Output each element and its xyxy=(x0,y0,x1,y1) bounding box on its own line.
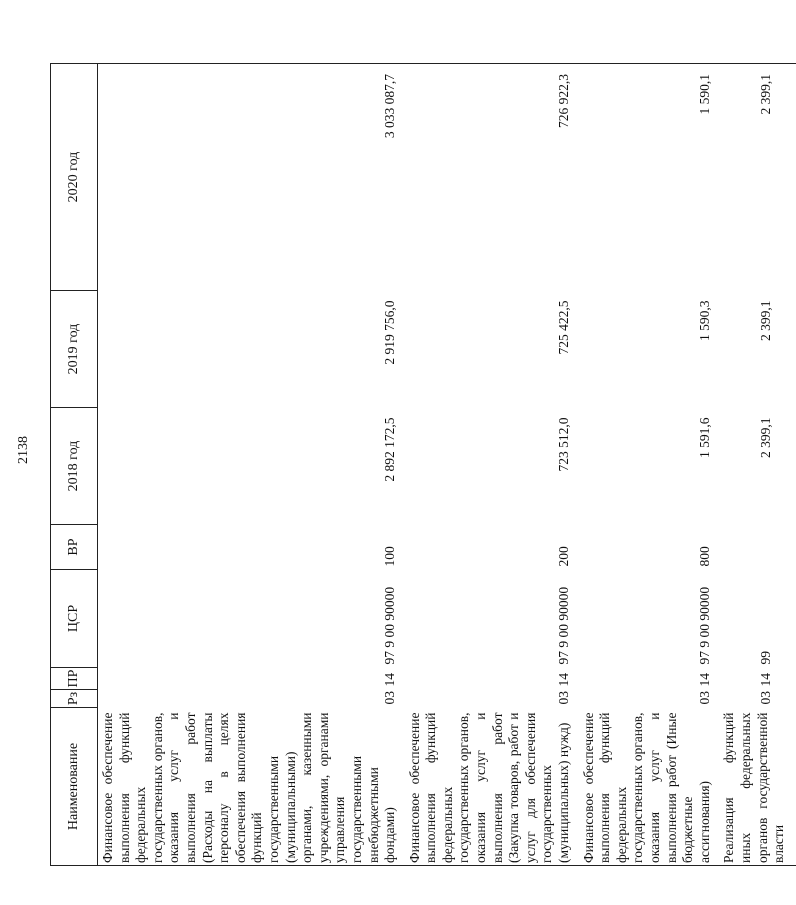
row-pr: 14 xyxy=(696,673,712,687)
row-vr xyxy=(719,525,796,570)
row-2019: 1 590,3 xyxy=(696,300,712,341)
header-vr: ВР xyxy=(51,525,98,570)
row-csr: 97 9 00 90000 xyxy=(556,586,572,665)
header-2019: 2019 год xyxy=(51,291,98,408)
row-2018: 723 512,0 xyxy=(556,417,572,472)
row-2018: 1 591,6 xyxy=(696,417,712,458)
row-2019: 2 399,1 xyxy=(757,300,773,341)
row-csr: 97 9 00 90000 xyxy=(382,586,398,665)
row-pr: 14 xyxy=(382,673,398,687)
page-number: 2138 xyxy=(16,436,31,464)
table-row xyxy=(405,64,579,866)
row-2019: 2 919 756,0 xyxy=(382,300,398,365)
header-rz: Рз xyxy=(51,690,98,708)
header-pr: ПР xyxy=(51,668,98,690)
row-2020: 726 922,3 xyxy=(405,64,579,291)
row-rz: 03 xyxy=(696,691,712,705)
row-2020: 3 033 087,7 xyxy=(98,64,405,291)
row-vr: 200 xyxy=(556,546,572,567)
row-vr: 100 xyxy=(382,546,398,567)
row-2020: 1 590,1 xyxy=(579,64,720,291)
row-name: Финансовое обеспечение выполнения функций федеральных государственных органов, оказания услуг и выполнения работ (Иные бюджетные ассигнования) xyxy=(579,708,720,866)
row-name: Финансовое обеспечение выполнения функций федеральных государственных органов, оказания услуг и выполнения работ (Закупка товаров, работ и услуг для обеспечения государственных (муниципальных) нужд) xyxy=(405,708,579,866)
row-name: Финансовое обеспечение выполнения функций федеральных государственных органов, оказания услуг и выполнения работ (Расходы на выплаты персоналу в целях обеспечения выполнения функций государственными (муниципальными) органами, казенными учреждениями, органами управления государственными внебюджетными фондами) xyxy=(98,708,405,866)
row-2019: 725 422,5 xyxy=(556,300,572,355)
row-2018: 2 892 172,5 xyxy=(382,417,398,482)
row-csr: 97 9 00 90000 xyxy=(696,586,712,665)
row-rz: 03 xyxy=(556,691,572,705)
table-row xyxy=(719,64,796,866)
row-rz: 03 xyxy=(382,691,398,705)
row-csr: 99 xyxy=(757,651,773,665)
header-row xyxy=(51,64,98,866)
row-2018: 2 399,1 xyxy=(757,417,773,458)
header-name: Наименование xyxy=(51,708,98,866)
table-row xyxy=(579,64,720,866)
row-pr: 14 xyxy=(556,673,572,687)
rotated-budget-table xyxy=(50,64,787,866)
header-2020: 2020 год xyxy=(51,64,98,291)
row-vr: 800 xyxy=(696,546,712,567)
budget-table xyxy=(50,63,796,866)
row-2020: 2 399,1 xyxy=(719,64,796,291)
header-2018: 2018 год xyxy=(51,408,98,525)
row-name: Реализация функций иных федеральных органов государственной власти xyxy=(719,708,796,866)
row-pr: 14 xyxy=(757,673,773,687)
header-csr: ЦСР xyxy=(51,570,98,668)
table-row xyxy=(98,64,405,866)
row-rz: 03 xyxy=(757,691,773,705)
